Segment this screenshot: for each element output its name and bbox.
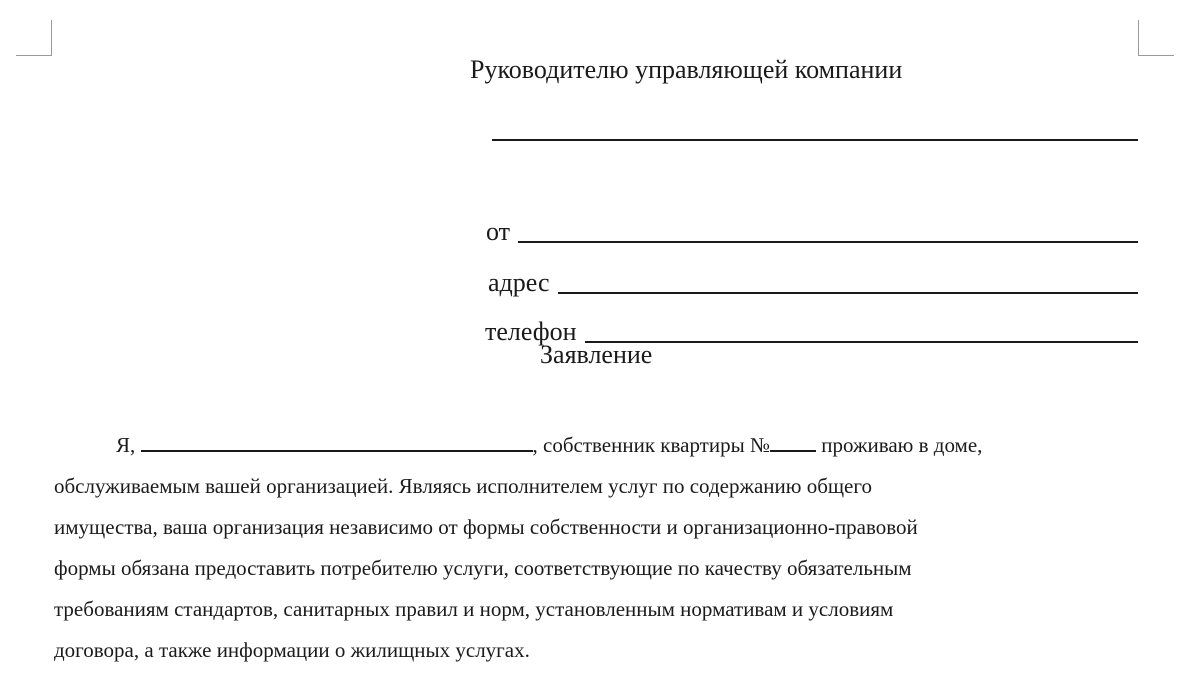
- page-corner-mark-right: [1138, 20, 1174, 56]
- apartment-number-blank-line[interactable]: [770, 430, 816, 452]
- body-line-4: формы обязана предоставить потребителю услуги, соответствующие по качеству обязательным: [54, 556, 912, 580]
- body-line-5: требованиям стандартов, санитарных правил и норм, установленным нормативам и условиям: [54, 597, 894, 621]
- body-line-1-mid: , собственник квартиры №: [532, 433, 770, 457]
- body-line-1-end: проживаю в доме,: [816, 433, 983, 457]
- name-blank-line[interactable]: [141, 430, 533, 452]
- recipient-title: Руководителю управляющей компании: [470, 55, 903, 84]
- body-line-3: имущества, ваша организация независимо от формы собственности и организационно-правовой: [54, 515, 918, 539]
- from-label: от: [486, 217, 511, 246]
- body-line-6: договора, а также информации о жилищных услугах.: [54, 638, 530, 662]
- body-line-1-start: Я,: [116, 433, 136, 457]
- body-line-2: обслуживаемым вашей организацией. Являясь исполнителем услуг по содержанию общего: [54, 474, 872, 498]
- company-name-blank-line[interactable]: [492, 139, 1138, 141]
- page-corner-mark-left: [16, 20, 52, 56]
- phone-label: телефон: [485, 317, 577, 346]
- body-line-1: [54, 425, 1144, 466]
- document-title: Заявление: [540, 340, 653, 369]
- address-blank-line[interactable]: [558, 292, 1139, 294]
- statement-body: [54, 425, 1144, 671]
- from-blank-line[interactable]: [518, 241, 1138, 243]
- phone-blank-line[interactable]: [585, 341, 1139, 343]
- from-field: [486, 211, 1138, 245]
- address-label: адрес: [488, 268, 550, 297]
- address-field: [488, 262, 1138, 296]
